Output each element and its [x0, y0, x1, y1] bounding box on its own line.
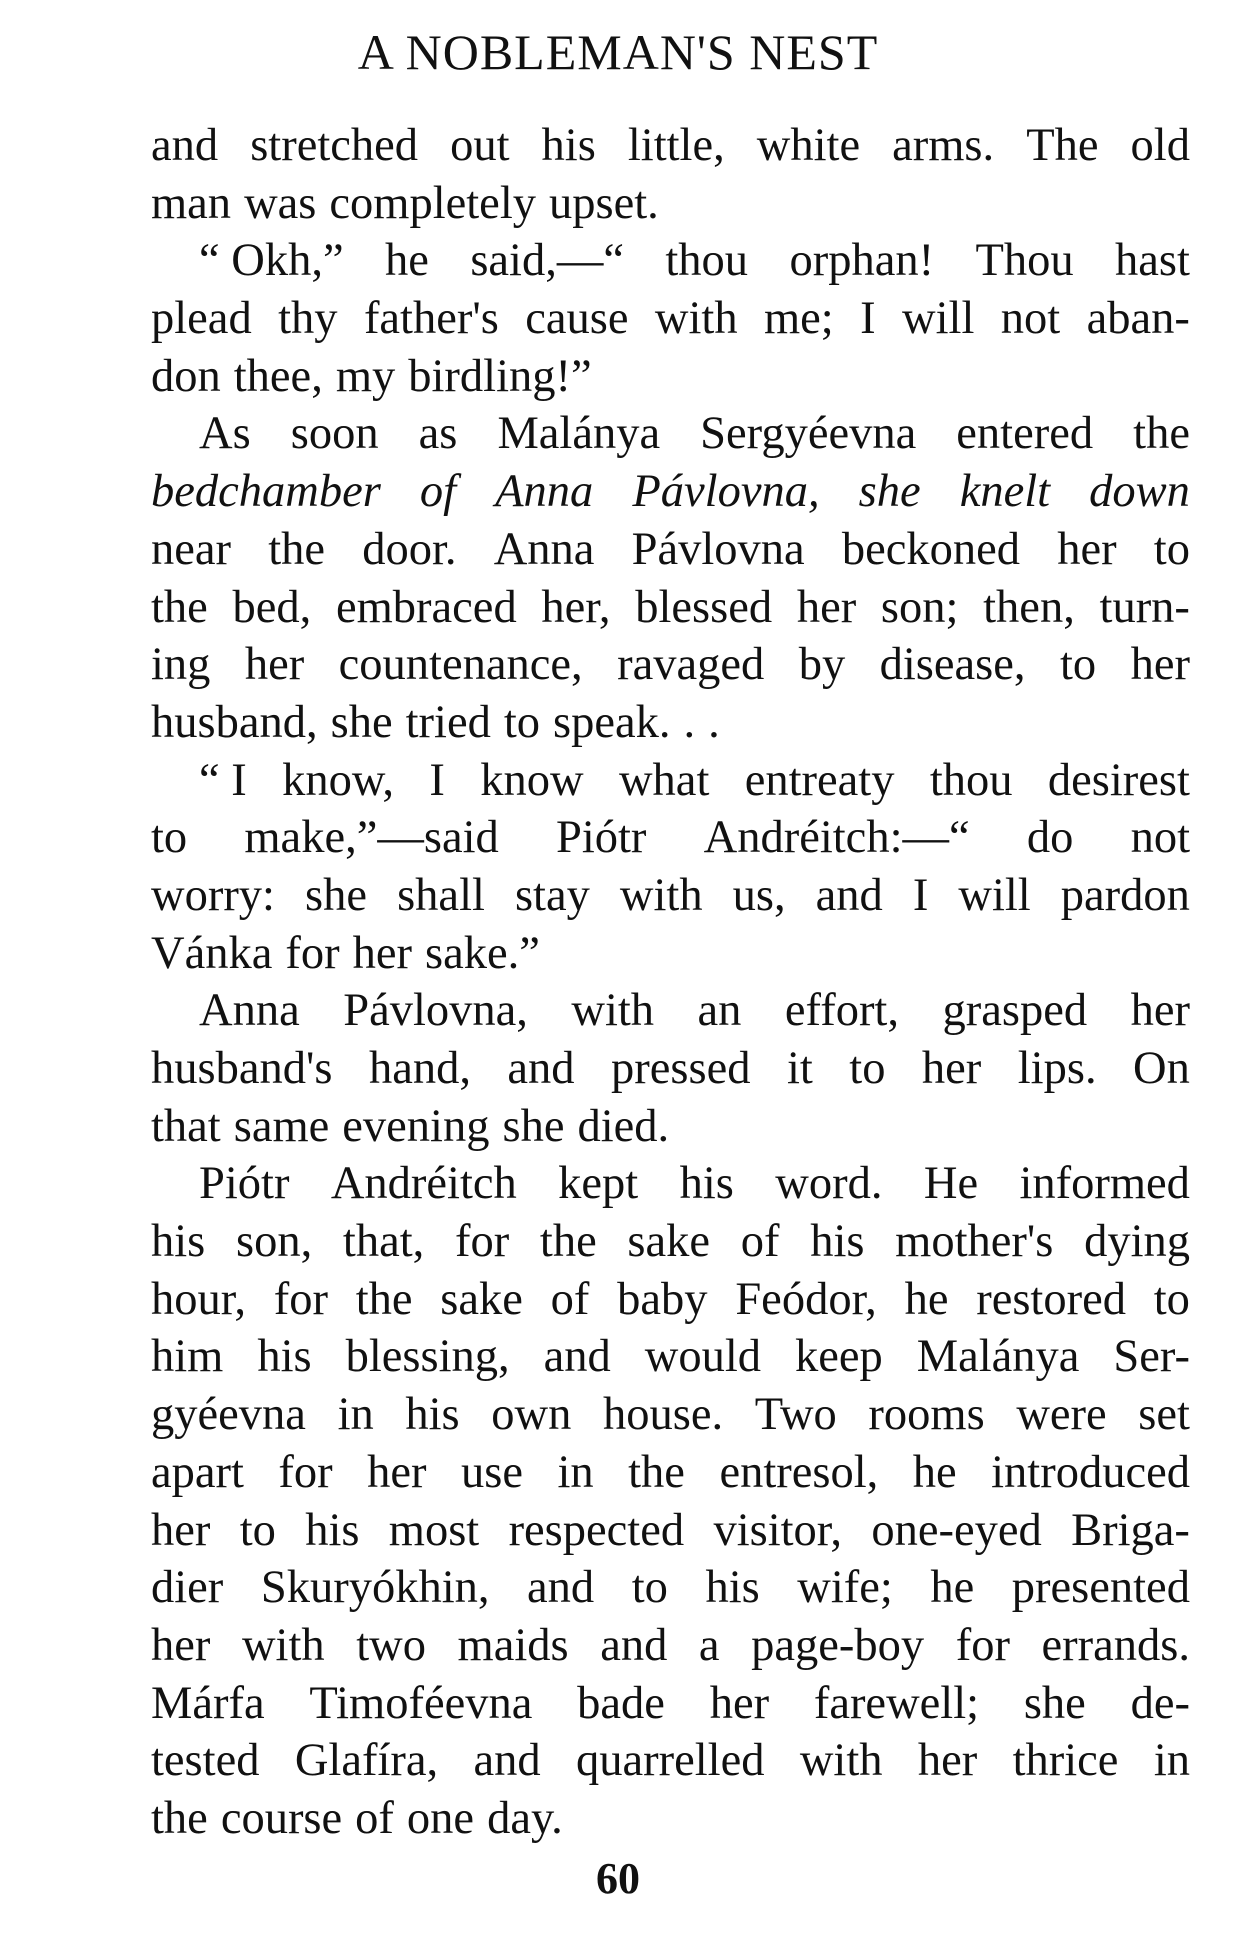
- word: dier: [151, 1562, 224, 1614]
- word: Timoféevna: [309, 1677, 533, 1729]
- word: Pávlovna: [631, 523, 805, 575]
- word: and: [507, 1043, 575, 1094]
- word: with: [619, 869, 703, 921]
- word: same: [233, 1100, 330, 1152]
- word: dying: [1084, 1216, 1190, 1268]
- word: pressed: [611, 1043, 751, 1094]
- word: own: [491, 1389, 572, 1441]
- word: door.: [362, 523, 457, 575]
- word: her: [244, 639, 305, 691]
- word: not: [1130, 812, 1190, 864]
- word: sake: [440, 1273, 523, 1325]
- word: thou: [929, 754, 1013, 806]
- word: speak.: [553, 696, 671, 748]
- word: blessed: [635, 581, 773, 633]
- word: he: [930, 1562, 975, 1614]
- word: shall: [397, 869, 485, 921]
- word: were: [1016, 1389, 1107, 1441]
- word: her: [352, 927, 412, 979]
- word: aban-: [1086, 293, 1190, 345]
- text-line: [151, 925, 1190, 983]
- word: in: [557, 1446, 594, 1498]
- word: me;: [764, 293, 834, 345]
- word: sake.”: [424, 927, 540, 979]
- word: house.: [603, 1389, 724, 1441]
- word: her: [151, 1619, 211, 1671]
- word: with: [571, 985, 655, 1037]
- word: his: [151, 1216, 206, 1268]
- word: his: [541, 120, 596, 171]
- word: Vánka: [151, 927, 273, 979]
- word: thy: [278, 293, 338, 345]
- word: “ I: [199, 754, 247, 806]
- word: her: [1057, 523, 1117, 575]
- word: will: [902, 293, 975, 345]
- word: for: [955, 1619, 1010, 1671]
- word: he: [385, 235, 429, 287]
- word: disease,: [879, 639, 1026, 691]
- word: to: [631, 1562, 668, 1614]
- word: her: [921, 1043, 982, 1094]
- word: “ Okh,”: [199, 235, 344, 287]
- text-line: [151, 1328, 1190, 1386]
- word: The: [1026, 120, 1099, 171]
- word: would: [644, 1331, 761, 1383]
- word: orphan!: [789, 235, 935, 287]
- word: she: [502, 1100, 565, 1152]
- word: to: [239, 1504, 276, 1556]
- word: with: [799, 1735, 883, 1787]
- word: quarrelled: [575, 1735, 765, 1787]
- word: kept: [558, 1158, 639, 1210]
- word: her: [796, 581, 857, 633]
- word: presented: [1011, 1562, 1190, 1614]
- word: entreaty: [744, 754, 895, 806]
- word: Pávlovna,: [343, 985, 528, 1037]
- word: course: [220, 1792, 343, 1844]
- text-line: [151, 1502, 1190, 1560]
- word: introduced: [991, 1446, 1190, 1498]
- word: his: [405, 1389, 460, 1441]
- word: the: [151, 581, 208, 633]
- word: cause: [525, 293, 629, 345]
- word: in: [1153, 1735, 1190, 1787]
- text-line: [151, 1559, 1190, 1617]
- word: then,: [983, 581, 1075, 633]
- word: Briga-: [1071, 1504, 1190, 1556]
- word: Malánya: [916, 1331, 1080, 1383]
- text-line: [151, 232, 1190, 290]
- word: husband,: [151, 696, 318, 748]
- word: .: [683, 696, 696, 748]
- word: stretched: [250, 120, 419, 171]
- word: Ser-: [1113, 1331, 1190, 1383]
- word: countenance,: [338, 639, 583, 691]
- text-line: [151, 982, 1190, 1040]
- word: that: [151, 1100, 221, 1152]
- word: mother's: [895, 1216, 1054, 1268]
- word: Anna: [199, 985, 300, 1037]
- text-line: [151, 175, 1190, 233]
- word: to: [849, 1043, 886, 1094]
- word: desirest: [1047, 754, 1190, 806]
- word: .: [708, 696, 720, 748]
- word: tried: [405, 696, 491, 748]
- text-line: [151, 1155, 1190, 1213]
- word: what: [618, 754, 710, 806]
- word: I: [429, 754, 445, 806]
- word: de-: [1130, 1677, 1190, 1729]
- word: and: [527, 1562, 595, 1614]
- text-line: [151, 636, 1190, 694]
- word: informed: [1019, 1158, 1190, 1210]
- word: hast: [1115, 235, 1190, 287]
- word: baby: [617, 1273, 708, 1325]
- text-line: [151, 405, 1190, 463]
- word: his: [257, 1331, 312, 1383]
- word: bade: [577, 1677, 665, 1729]
- word: and: [543, 1331, 611, 1383]
- word: her: [917, 1735, 978, 1787]
- word: completely: [329, 177, 536, 229]
- word: turn-: [1099, 581, 1190, 633]
- word: son;: [880, 581, 959, 633]
- word: entered: [956, 408, 1094, 460]
- word: for: [278, 1446, 333, 1498]
- word: his: [679, 1158, 734, 1210]
- word: as: [418, 408, 458, 460]
- word: by: [798, 639, 846, 691]
- word: knelt: [959, 466, 1051, 518]
- text-line: [151, 521, 1190, 579]
- word: it: [786, 1043, 813, 1094]
- word: do: [1026, 812, 1074, 864]
- word: Pávlovna,: [632, 466, 820, 518]
- word: of: [355, 1792, 394, 1844]
- word: for: [454, 1216, 510, 1268]
- text-line: [151, 463, 1190, 521]
- word: father's: [363, 293, 499, 345]
- word: her: [1130, 639, 1190, 691]
- word: plead: [151, 293, 252, 345]
- word: apart: [151, 1446, 244, 1498]
- word: of: [550, 1273, 590, 1325]
- word: make,”—said: [244, 812, 499, 864]
- word: hour,: [151, 1273, 246, 1325]
- word: lips.: [1017, 1043, 1097, 1094]
- word: of: [740, 1216, 780, 1268]
- word: restored: [976, 1273, 1126, 1325]
- word: Anna: [495, 466, 594, 518]
- word: stay: [514, 869, 590, 921]
- word: the: [539, 1216, 597, 1268]
- word: with: [654, 293, 738, 345]
- word: little,: [627, 120, 725, 171]
- page-number: 60: [596, 1854, 640, 1903]
- word: my: [335, 350, 396, 402]
- word: son,: [235, 1216, 313, 1268]
- word: grasped: [942, 985, 1088, 1037]
- text-line: [151, 1098, 1190, 1156]
- word: white: [756, 120, 861, 171]
- word: to: [503, 696, 541, 748]
- word: with: [241, 1619, 325, 1671]
- word: he: [904, 1273, 949, 1325]
- word: ing: [151, 639, 211, 691]
- word: and: [600, 1619, 668, 1671]
- word: her: [367, 1446, 427, 1498]
- text-line: [151, 1271, 1190, 1329]
- word: said,—“: [470, 235, 624, 287]
- word: He: [923, 1158, 979, 1210]
- word: Glafíra,: [294, 1735, 439, 1787]
- word: entresol,: [719, 1446, 879, 1498]
- word: know,: [282, 754, 395, 806]
- word: Malánya: [497, 408, 661, 460]
- word: Andréitch: [330, 1158, 517, 1210]
- word: Skuryókhin,: [260, 1562, 490, 1614]
- word: her,: [541, 581, 611, 633]
- word: she: [858, 466, 921, 518]
- word: thrice: [1012, 1735, 1119, 1787]
- word: Sergyéevna: [700, 408, 917, 460]
- text-line: [151, 1732, 1190, 1790]
- text-line: [151, 1675, 1190, 1733]
- word: blessing,: [345, 1331, 510, 1383]
- word: will: [958, 869, 1031, 921]
- word: to: [1153, 523, 1190, 575]
- text-line: [151, 579, 1190, 637]
- word: she: [330, 696, 393, 748]
- text-line: [151, 1213, 1190, 1271]
- word: the: [268, 523, 326, 575]
- word: not: [1000, 293, 1061, 345]
- word: farewell;: [813, 1677, 980, 1729]
- word: set: [1138, 1389, 1190, 1441]
- word: his: [705, 1562, 760, 1614]
- word: gyéevna: [151, 1389, 306, 1441]
- word: her: [1130, 985, 1190, 1037]
- word: arms.: [892, 120, 995, 171]
- word: errands.: [1041, 1619, 1190, 1671]
- word: one-eyed: [871, 1504, 1042, 1556]
- word: wife;: [797, 1562, 893, 1614]
- word: most: [388, 1504, 480, 1556]
- word: died.: [577, 1100, 670, 1152]
- word: embraced: [335, 581, 517, 633]
- word: maids: [457, 1619, 569, 1671]
- word: that,: [342, 1216, 425, 1268]
- word: worry:: [151, 869, 275, 921]
- word: to: [1153, 1273, 1190, 1325]
- word: us,: [732, 869, 786, 921]
- word: bed,: [232, 581, 312, 633]
- word: Two: [754, 1389, 837, 1441]
- word: for: [285, 927, 340, 979]
- word: her: [709, 1677, 770, 1729]
- word: As: [199, 408, 251, 460]
- word: bedchamber: [151, 466, 381, 518]
- word: husband's: [151, 1043, 333, 1094]
- text-line: [151, 1444, 1190, 1502]
- word: the: [355, 1273, 413, 1325]
- word: his: [810, 1216, 865, 1268]
- text-line: [151, 290, 1190, 348]
- word: sake: [627, 1216, 711, 1268]
- word: thou: [665, 235, 749, 287]
- word: Thou: [975, 235, 1074, 287]
- word: Feódor,: [735, 1273, 877, 1325]
- running-header: A NOBLEMAN'S NEST: [357, 24, 879, 80]
- word: know: [480, 754, 584, 806]
- word: of: [419, 466, 457, 518]
- word: effort,: [784, 985, 899, 1037]
- word: the: [151, 1792, 208, 1844]
- word: and: [473, 1735, 541, 1787]
- word: to: [1059, 639, 1097, 691]
- word: I: [860, 293, 876, 345]
- word: to: [151, 812, 188, 864]
- word: out: [450, 120, 510, 171]
- word: day.: [487, 1792, 563, 1844]
- word: visitor,: [713, 1504, 843, 1556]
- text-line: [151, 1617, 1190, 1675]
- word: and: [815, 869, 883, 921]
- word: Anna: [493, 523, 595, 575]
- word: in: [337, 1389, 374, 1441]
- word: respected: [508, 1504, 685, 1556]
- word: page-boy: [751, 1619, 925, 1671]
- word: she: [1023, 1677, 1086, 1729]
- word: upset.: [548, 177, 659, 229]
- word: evening: [342, 1100, 490, 1152]
- word: the: [628, 1446, 685, 1498]
- word: hand,: [368, 1043, 471, 1094]
- word: I: [912, 869, 929, 921]
- word: a: [698, 1619, 720, 1671]
- word: near: [151, 523, 232, 575]
- word: birdling!”: [408, 350, 592, 402]
- word: use: [461, 1446, 523, 1498]
- body-text: [151, 117, 1190, 1848]
- word: keep: [794, 1331, 883, 1383]
- word: old: [1130, 120, 1190, 171]
- word: don: [151, 350, 221, 402]
- word: for: [273, 1273, 328, 1325]
- text-line: [151, 1040, 1190, 1098]
- word: rooms: [868, 1389, 985, 1441]
- text-line: [151, 348, 1190, 406]
- word: On: [1133, 1043, 1190, 1094]
- word: Márfa: [151, 1677, 265, 1729]
- word: down: [1089, 466, 1190, 518]
- word: Piótr: [555, 812, 647, 864]
- word: one: [406, 1792, 475, 1844]
- text-line: [151, 1790, 1190, 1848]
- word: tested: [151, 1735, 260, 1787]
- word: man: [151, 177, 232, 229]
- text-line: [151, 809, 1190, 867]
- word: soon: [290, 408, 379, 460]
- word: his: [305, 1504, 360, 1556]
- word: and: [151, 120, 219, 171]
- text-line: [151, 117, 1190, 175]
- word: he: [912, 1446, 957, 1498]
- word: Andréitch:—“: [703, 812, 970, 864]
- word: the: [1133, 408, 1190, 460]
- word: beckoned: [841, 523, 1021, 575]
- text-line: [151, 867, 1190, 925]
- word: pardon: [1060, 869, 1190, 921]
- word: Piótr: [199, 1158, 290, 1210]
- text-line: [151, 752, 1190, 810]
- word: her: [151, 1504, 211, 1556]
- text-line: [151, 694, 1190, 752]
- word: two: [356, 1619, 426, 1671]
- text-line: [151, 1386, 1190, 1444]
- word: ravaged: [617, 639, 765, 691]
- word: word.: [775, 1158, 883, 1210]
- word: an: [697, 985, 742, 1037]
- word: was: [244, 177, 317, 229]
- word: him: [151, 1331, 224, 1383]
- word: she: [305, 869, 368, 921]
- word: thee,: [233, 350, 323, 402]
